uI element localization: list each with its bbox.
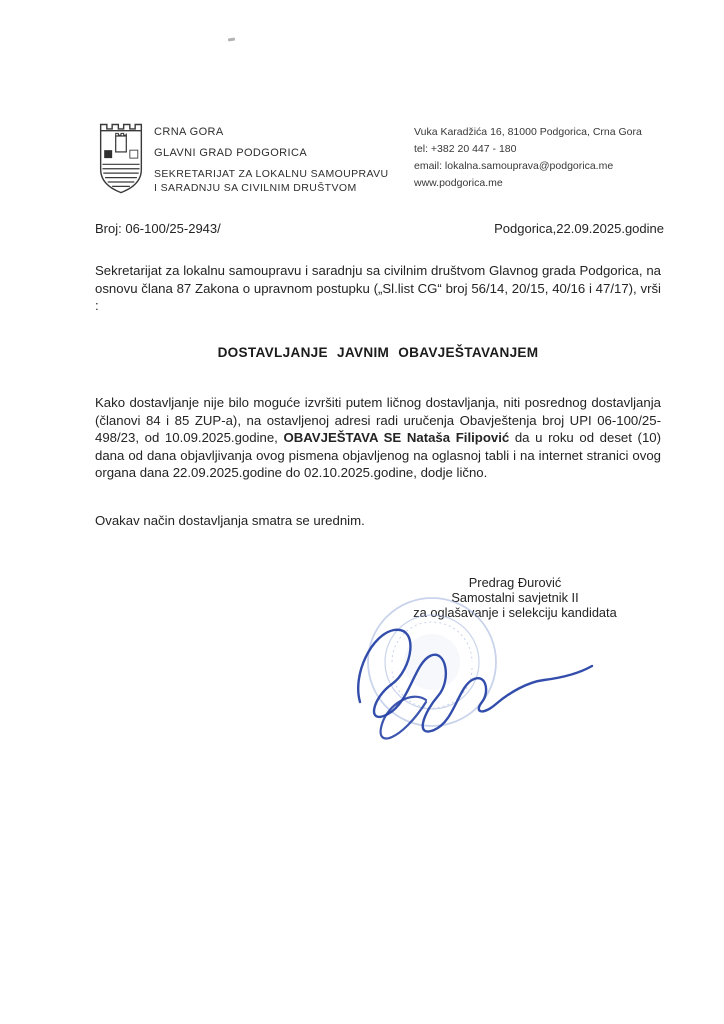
podgorica-coat-of-arms-icon (98, 120, 144, 198)
contact-block (414, 120, 666, 192)
intro-paragraph: Sekretarijat za lokalnu samoupravu i saradnju sa civilnim društvom Glavnog grada Podgorica, na osnovu člana 87 Zakona o upravnom postupku („Sl.list CG“ broj 56/14, 20/15, 40/16 i 47/17), vrši : (95, 263, 661, 314)
org-line-secretariat-1: SEKRETARIJAT ZA LOKALNU SAMOUPRAVU (154, 168, 389, 180)
signatory-name: Predrag Đurović (468, 575, 562, 590)
notified-person-bold: OBAVJEŠTAVA SE Nataša Filipović (283, 430, 510, 446)
signatory-role: za oglašavanje i selekciju kandidata (413, 604, 617, 620)
closing-paragraph: Ovakav način dostavljanja smatra se urednim. (95, 513, 365, 528)
main-paragraph-tail: da u roku od deset (10) dana od dana objavljivanja ovog pismena objavljenog na oglasnoj tabli i na internet stranici ovog organa dana 22.09.2025.godine do 02.10.2025.godine, dodje lično. (95, 430, 662, 481)
contact-phone: tel: +382 20 447 - 180 (414, 143, 517, 155)
org-line-secretariat-2: I SARADNJU SA CIVILNIM DRUŠTVOM (154, 182, 357, 194)
document-title: DOSTAVLJANJE JAVNIM OBAVJEŠTAVANJEM (217, 345, 539, 360)
contact-website: www.podgorica.me (414, 177, 503, 189)
reference-row (95, 221, 664, 236)
signatory-title: Samostalni savjetnik II (451, 589, 579, 605)
place-date: Podgorica,22.09.2025.godine (494, 221, 664, 236)
main-paragraph-lead: Kako dostavljanje nije bilo moguće izvršiti putem ličnog dostavljanja, niti posrednog dostavljanja (članovi 84 i 85 ZUP-a), na ostavljenoj adresi radi uručenja Obavještenja broj UPI 06-100/25-498/23, od 10.09.2025.godine, (95, 395, 661, 446)
handwritten-signature-icon (358, 630, 592, 739)
main-paragraph (95, 394, 661, 482)
letterhead (98, 120, 666, 198)
signatory-block (372, 576, 658, 621)
org-line-city: GLAVNI GRAD PODGORICA (154, 147, 308, 159)
org-line-country: CRNA GORA (154, 126, 224, 138)
org-block (154, 120, 389, 194)
contact-address: Vuka Karadžića 16, 81000 Podgorica, Crna Gora (414, 126, 642, 138)
contact-email: email: lokalna.samouprava@podgorica.me (414, 160, 614, 172)
scan-artifact (228, 38, 235, 42)
document-number: Broj: 06-100/25-2943/ (95, 221, 221, 236)
